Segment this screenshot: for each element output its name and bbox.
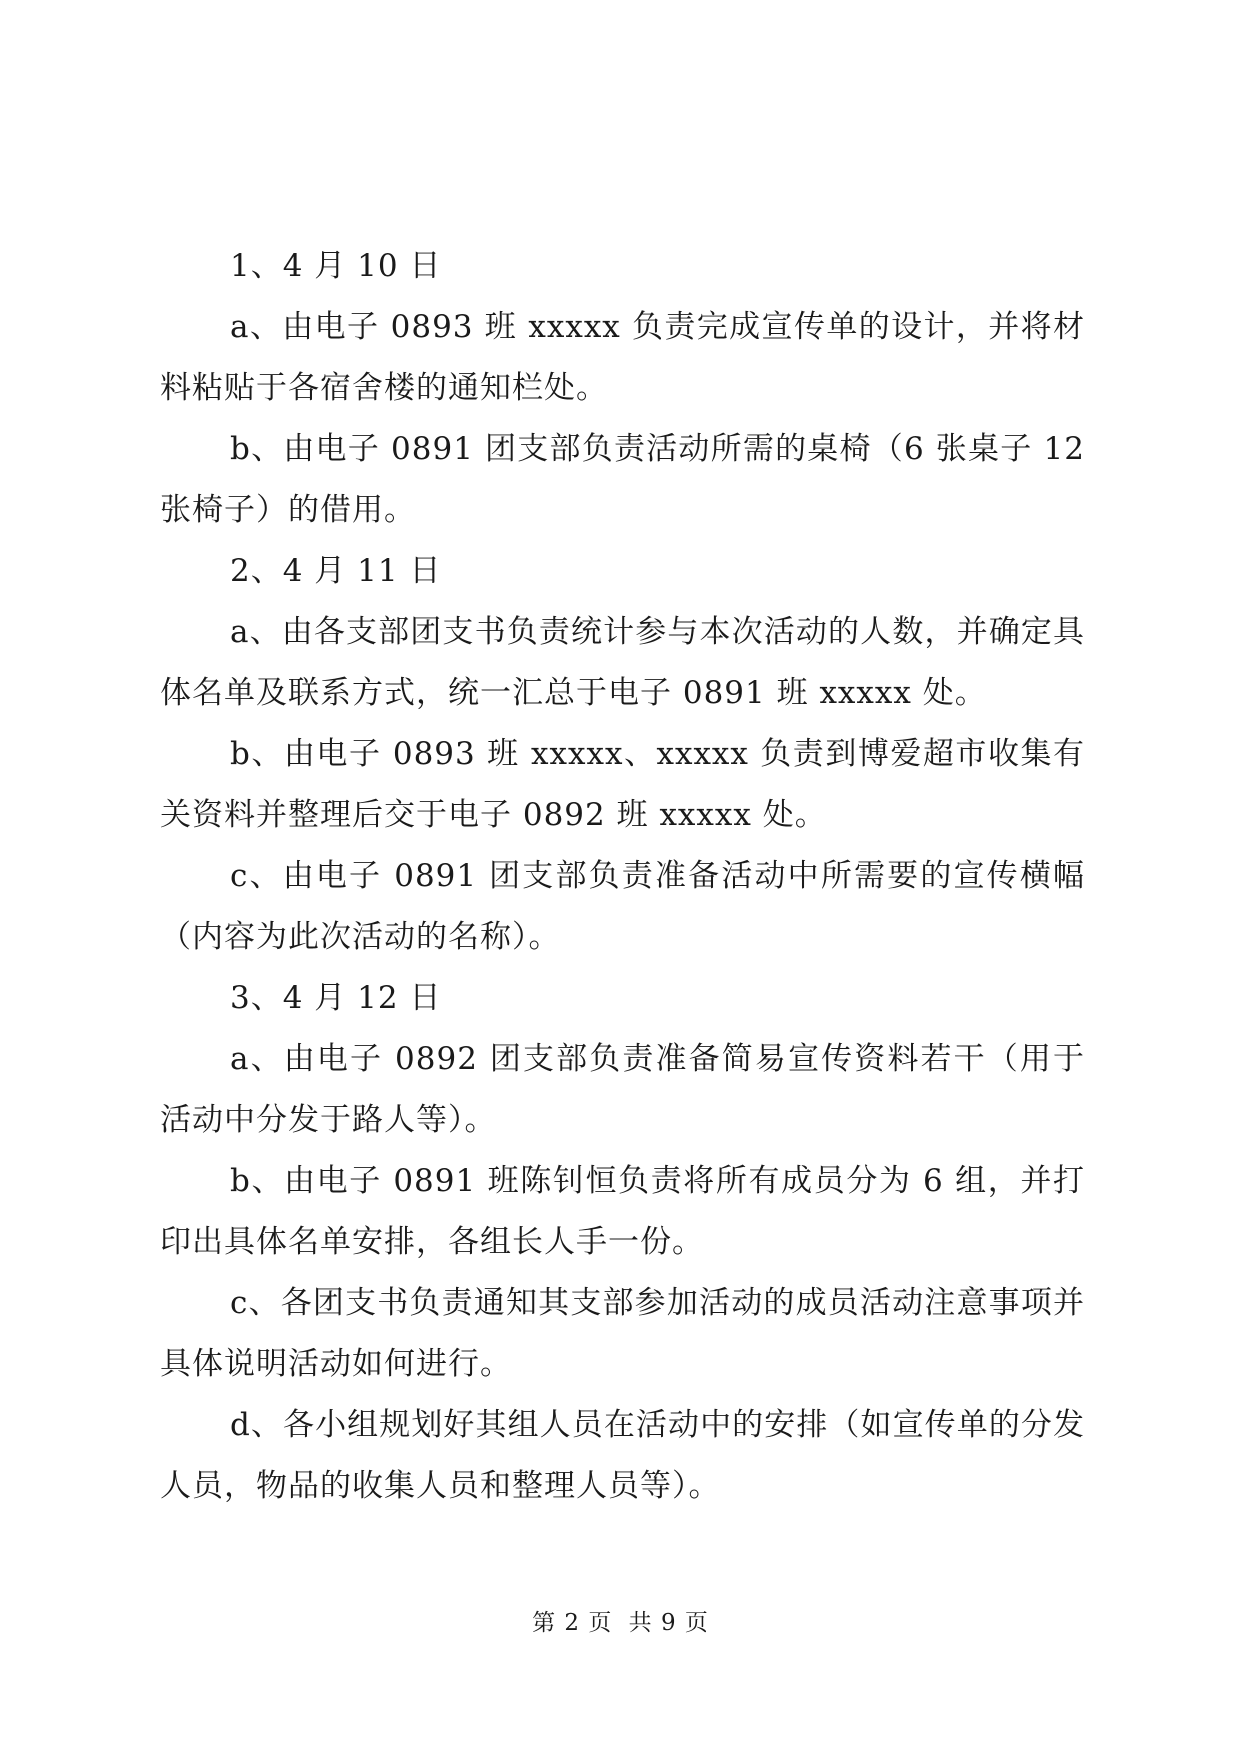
task-item: a、由各支部团支书负责统计参与本次活动的人数，并确定具体名单及联系方式，统一汇总于电子 0891 班 xxxxx 处。 <box>160 614 1085 711</box>
task-item: b、由电子 0891 团支部负责活动所需的桌椅（6 张桌子 12 张椅子）的借用。 <box>160 431 1085 528</box>
heading-date-apr-12: 3、4 月 12 日 <box>230 980 442 1016</box>
task-item: c、各团支书负责通知其支部参加活动的成员活动注意事项并具体说明活动如何进行。 <box>160 1285 1085 1382</box>
task-item: b、由电子 0893 班 xxxxx、xxxxx 负责到博爱超市收集有关资料并整理后交于电子 0892 班 xxxxx 处。 <box>160 736 1085 833</box>
total-pages: 共 9 页 <box>628 1610 709 1636</box>
document-body <box>160 236 1085 1517</box>
task-item: d、各小组规划好其组人员在活动中的安排（如宣传单的分发人员，物品的收集人员和整理人员等）。 <box>160 1407 1085 1504</box>
task-item: a、由电子 0893 班 xxxxx 负责完成宣传单的设计，并将材料粘贴于各宿舍楼的通知栏处。 <box>160 309 1085 406</box>
page-number: 第 2 页 <box>532 1610 613 1636</box>
task-item: c、由电子 0891 团支部负责准备活动中所需要的宣传横幅（内容为此次活动的名称）。 <box>160 858 1085 955</box>
heading-date-apr-11: 2、4 月 11 日 <box>230 553 442 589</box>
task-item: a、由电子 0892 团支部负责准备简易宣传资料若干（用于活动中分发于路人等）。 <box>160 1041 1085 1138</box>
heading-date-apr-10: 1、4 月 10 日 <box>230 248 442 284</box>
task-item: b、由电子 0891 班陈钊恒负责将所有成员分为 6 组，并打印出具体名单安排，各组长人手一份。 <box>160 1163 1085 1260</box>
page-footer <box>0 1608 1241 1638</box>
